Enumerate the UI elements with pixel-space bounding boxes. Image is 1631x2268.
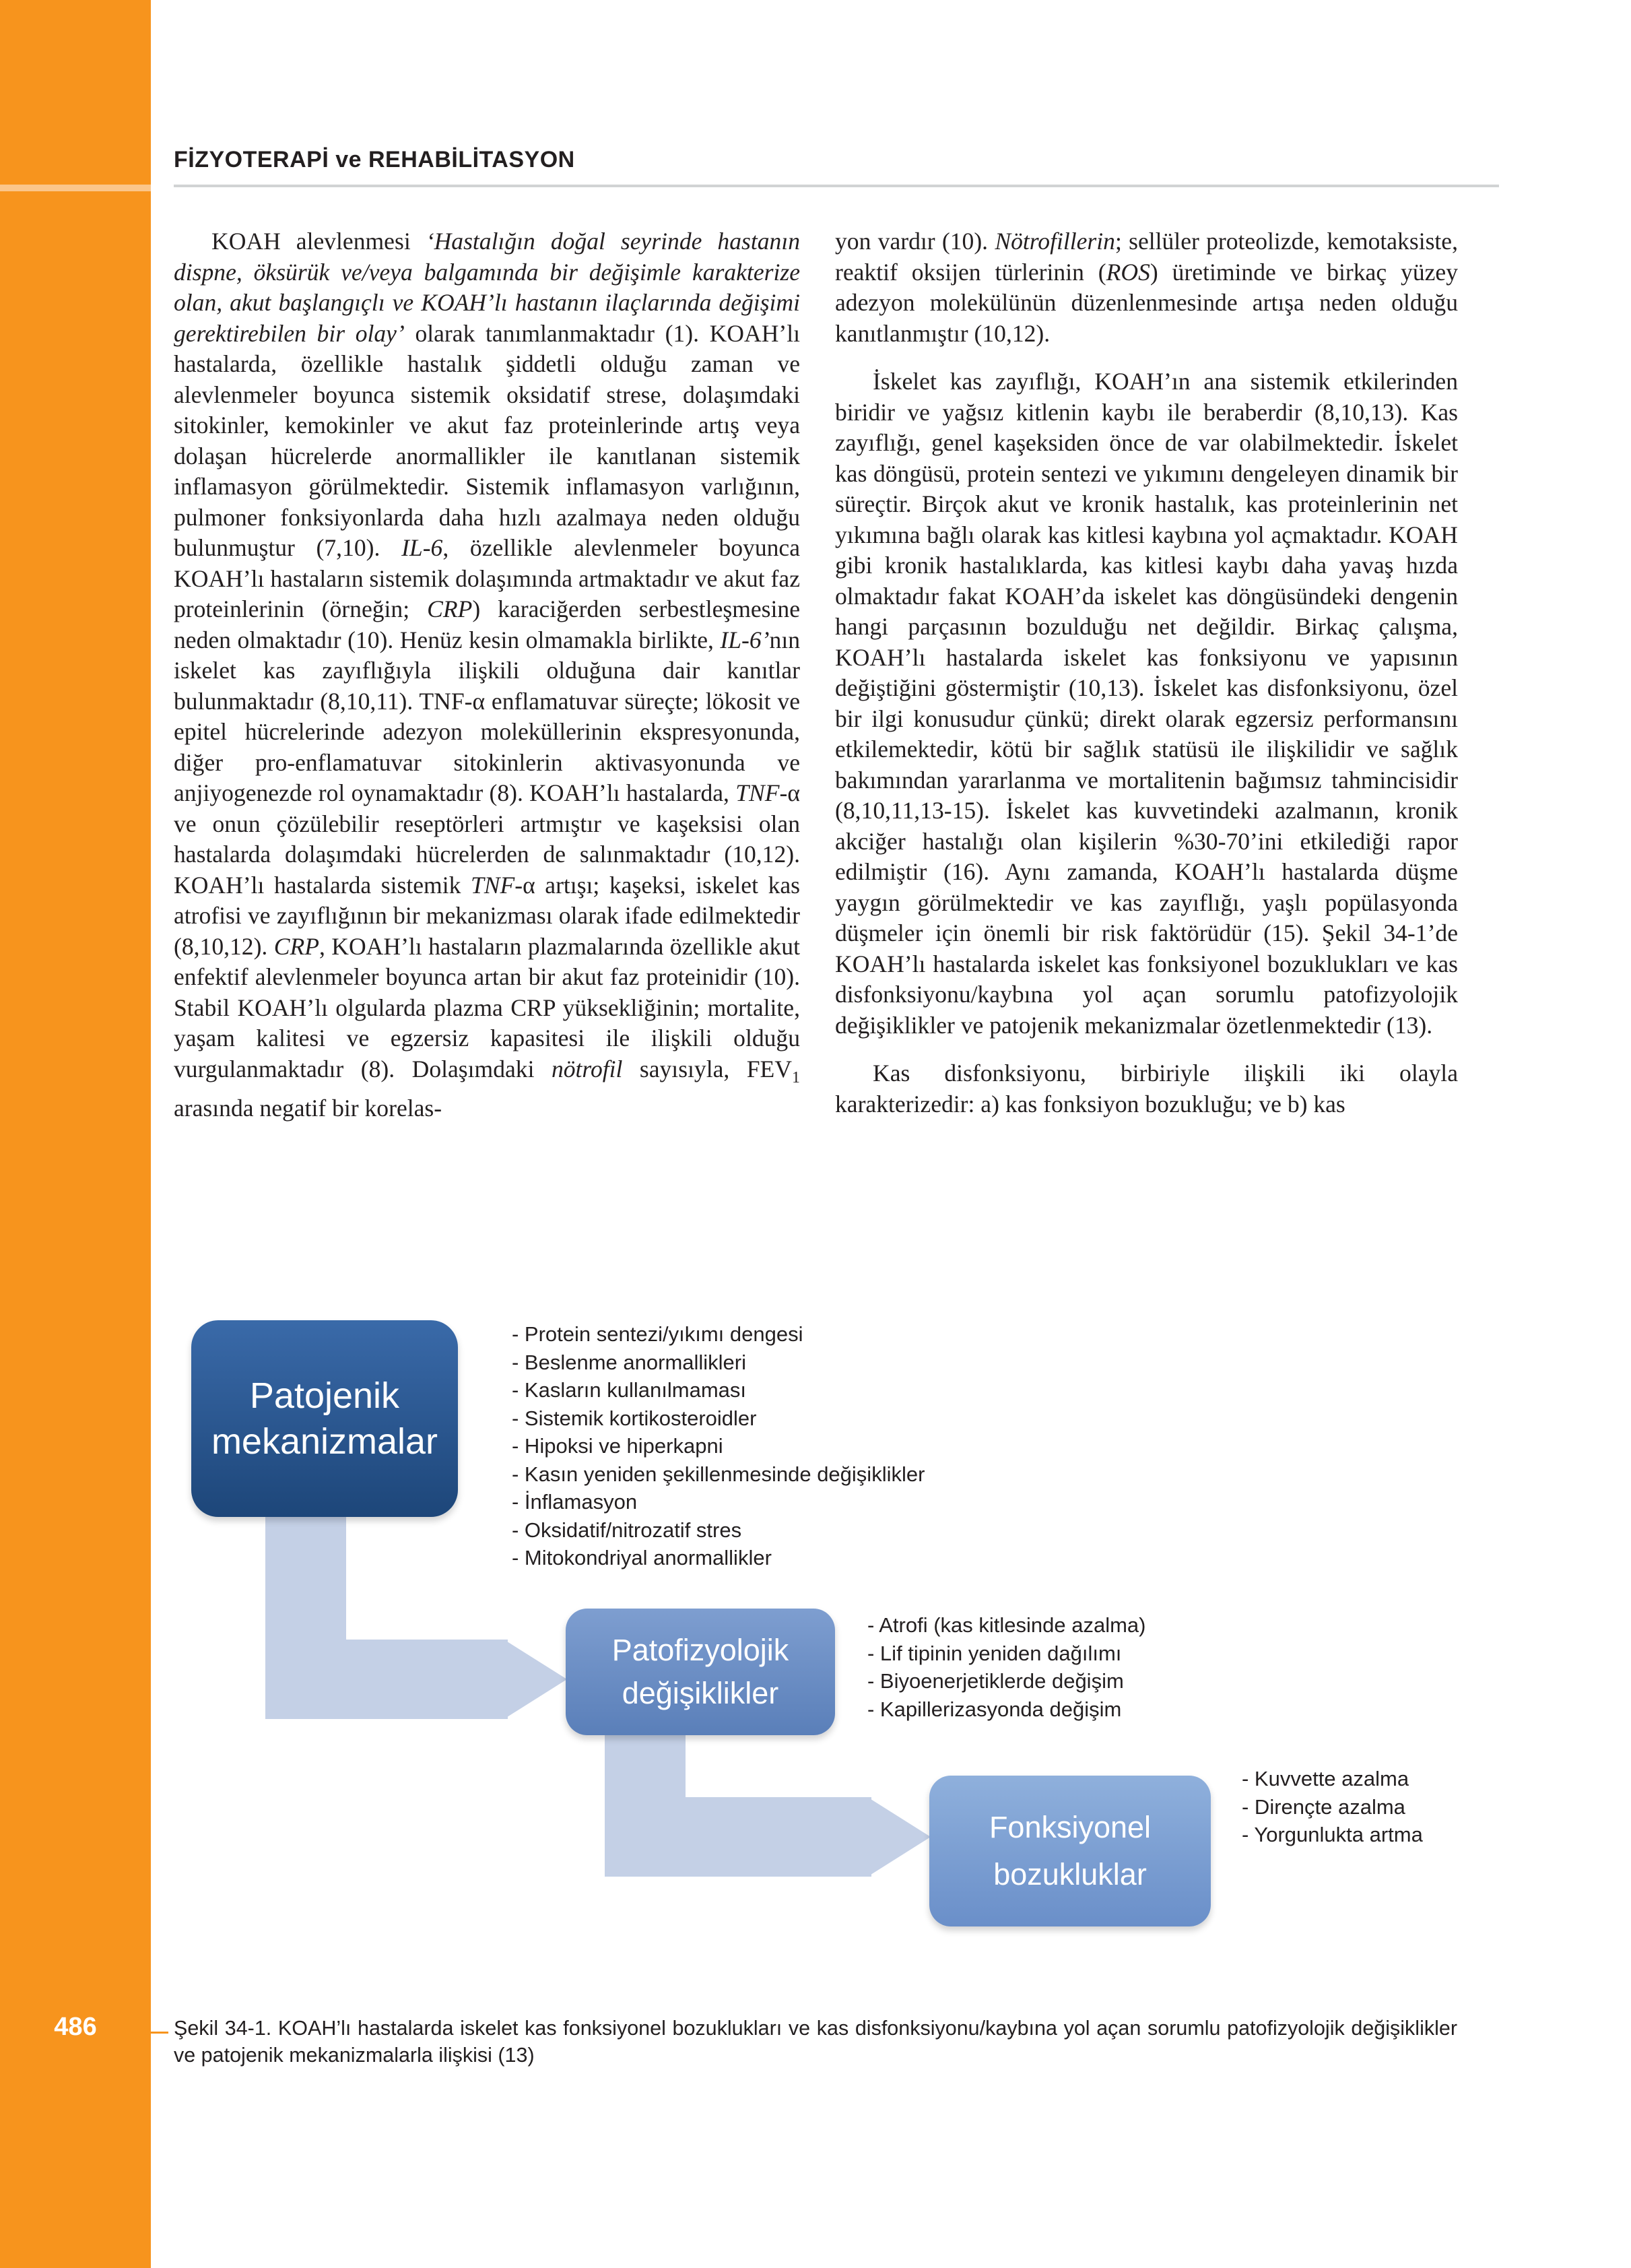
text-run: CRP bbox=[427, 595, 473, 622]
list-item: - Lif tipinin yeniden dağılımı bbox=[867, 1641, 1122, 1665]
arrow-head bbox=[869, 1798, 931, 1876]
list-item: - Atrofi (kas kitlesinde azalma) bbox=[867, 1613, 1146, 1637]
text-run: ; sellüler proteolizde, kemotaksiste, reaktif oksijen türlerinin ( bbox=[835, 228, 1458, 286]
text-run: TNF- bbox=[735, 779, 788, 806]
text-run: , KOAH’lı hastaların plazmalarında özellikle akut enfektif alevlenmeler boyunca artan bir akut faz proteinidir (10). Stabil KOAH’lı olgularda plazma CRP yüksekliğinin; mortalite, yaşam kalitesi ve egzersiz kapasitesi ile ilişkili olduğu vurgulanmaktadır (8). Dolaşımdaki bbox=[174, 932, 800, 1082]
paragraph bbox=[174, 226, 800, 1124]
list-item: - Protein sentezi/yıkımı dengesi bbox=[512, 1322, 803, 1346]
list-item: - Kapillerizasyonda değişim bbox=[867, 1697, 1122, 1721]
list-item: - Mitokondriyal anormallikler bbox=[512, 1546, 772, 1569]
list-item: - Beslenme anormallikleri bbox=[512, 1350, 747, 1374]
list-item: - Oksidatif/nitrozatif stres bbox=[512, 1518, 742, 1542]
text-run: arasında negatif bir korelas- bbox=[174, 1095, 442, 1122]
text-run: nötrofil bbox=[551, 1055, 623, 1082]
text-run: , özellikle alevlenmeler boyunca KOAH’lı hastaların sistemik dolaşımında artmaktadır ve akut faz proteinlerinin (örneğin; bbox=[174, 534, 801, 622]
paragraph bbox=[835, 226, 1458, 349]
paragraph bbox=[835, 366, 1458, 1041]
text-run: olarak tanımlanmaktadır (1). KOAH’lı hastalarda, özellikle hastalık şiddetli olduğu zaman ve alevlenmeler boyunca sistemik oksidatif strese, dolaşımdaki sitokinler, kemokinler ve akut faz proteinlerinde artış veya dolaşan hücrelerde anormallikler ile kanıtlanan sistemik inflamasyon görülmektedir. Sistemik inflamasyon varlığının, pulmoner fonksiyonlarda daha hızlı azalmaya neden olduğu bulunmuştur (7,10). bbox=[174, 319, 800, 561]
list-item: - Hipoksi ve hiperkapni bbox=[512, 1434, 723, 1458]
text-run: CRP bbox=[273, 932, 319, 960]
text-run: ‘Hastalığın doğal seyrinde hastanın dispne, öksürük ve/veya balgamında bir değişimle karakterize olan, akut başlangıçlı ve KOAH’lı hastanın ilaçlarında değişimi gerektirebilen bir olay’ bbox=[174, 228, 800, 347]
text-run: IL-6 bbox=[401, 534, 443, 561]
page-number: 486 bbox=[0, 2004, 151, 2050]
list-item: - Dirençte azalma bbox=[1242, 1794, 1405, 1819]
box-patojenik-mekanizmalar bbox=[191, 1320, 458, 1517]
list-item: - Kuvvette azalma bbox=[1242, 1767, 1409, 1790]
text-run: IL-6’ bbox=[720, 626, 770, 653]
box-label: Patofizyolojik değişiklikler bbox=[611, 1633, 789, 1710]
text-run: yon vardır (10). bbox=[835, 228, 995, 255]
list-item: - Yorgunlukta artma bbox=[1242, 1823, 1423, 1846]
box-fonksiyonel-bozukluklar bbox=[929, 1776, 1211, 1926]
list-item: - Biyoenerjetiklerde değişim bbox=[867, 1669, 1124, 1693]
running-header: FİZYOTERAPİ ve REHABİLİTASYON bbox=[174, 147, 575, 172]
box-patofizyolojik-degisiklikler bbox=[566, 1609, 835, 1735]
list-item: - Sistemik kortikosteroidler bbox=[512, 1406, 757, 1430]
list-item: - Kasların kullanılmaması bbox=[512, 1378, 747, 1402]
page-number-rule bbox=[151, 2032, 168, 2034]
text-run: α artışı; kaşeksi, iskelet kas atrofisi ve zayıflığının bir mekanizması olarak ifade edilmektedir (8,10,12). bbox=[174, 871, 800, 960]
text-run: sayısıyla, FEV bbox=[622, 1055, 792, 1082]
box-label: Patojenik mekanizmalar bbox=[211, 1375, 438, 1462]
text-run: KOAH alevlenmesi bbox=[211, 228, 426, 255]
list-patofizyolojik bbox=[867, 1611, 1145, 1723]
arrow-head bbox=[505, 1640, 567, 1718]
text-run: TNF- bbox=[470, 871, 523, 899]
list-item: - Kasın yeniden şekillenmesinde değişiklikler bbox=[512, 1462, 925, 1486]
arrow-connector bbox=[265, 1640, 508, 1719]
header-rule bbox=[174, 185, 1499, 187]
text-run: Nötrofillerin bbox=[995, 228, 1115, 255]
right-column bbox=[835, 226, 1458, 1120]
orange-sidebar bbox=[0, 0, 151, 2268]
text-run: Kas disfonksiyonu, birbiriyle ilişkili iki olayla karakterizedir: a) kas fonksiyon bozukluğu; ve b) kas bbox=[835, 1060, 1458, 1117]
list-patojenik bbox=[512, 1320, 925, 1572]
text-run: ROS bbox=[1106, 258, 1150, 286]
text-run: ) karaciğerden serbestleşmesine neden olmaktadır (10). Henüz kesin olmamakla birlikte, bbox=[174, 595, 800, 653]
text-run: 1 bbox=[792, 1068, 800, 1087]
list-fonksiyonel bbox=[1242, 1765, 1423, 1849]
text-run: İskelet kas zayıflığı, KOAH’ın ana sistemik etkilerinden biridir ve yağsız kitlenin kaybı ile beraberdir (8,10,13). Kas zayıflığı, genel kaşeksiden önce de var olabilmektedir. İskelet kas döngüsü, protein sentezi ve yıkımını dengeleyen dinamik bir süreçtir. Birçok akut ve kronik hastalık, kas proteinlerinin net yıkımına bağlı olarak kas kitlesi kaybına yol açmaktadır. KOAH gibi kronik hastalıklarda, kas kitlesi kaybı daha yavaş hızda olmaktadır fakat KOAH’da iskelet kas döngüsündeki dengenin hangi parçasının bozulduğu net değildir. Birkaç çalışma, KOAH’lı hastalarda iskelet kas fonksiyonu ve yapısının değiştiğini göstermiştir (10,13). İskelet kas disfonksiyonu, özel bir ilgi konusudur çünkü; direkt olarak egzersiz performansını etkilemektedir, kötü bir sağlık statüsü ile ilişkilidir ve sağlık bakımından yararlanma ve mortalitenin bağımsız tahmincisidir (8,10,11,13-15). İskelet kas kuvvetindeki azalmanın, kronik akciğer hastalığı olan kişilerin %30-70’ini etkilediği rapor edilmiştir (16). Aynı zamanda, KOAH’lı hastalarda düşme yaygın görülmektedir ve kas zayıflığı, yaşlı popülasyonda düşmeler için önemli bir risk faktörüdür (15). Şekil 34-1’de KOAH’lı hastalarda iskelet kas fonksiyonel bozuklukları ve kas disfonksiyonu/kaybına yol açan sorumlu patofizyolojik değişiklikler ve patojenik mekanizmalar özetlenmektedir (13). bbox=[835, 368, 1458, 1039]
text-run: nın iskelet kas zayıflığıyla ilişkili olduğuna dair kanıtlar bulunmaktadır (8,10,11). TNF-α enflamatuvar süreçte; lökosit ve epitel hücrelerinde adezyon moleküllerinin ekspresyonunda, diğer pro-enflamatuvar sitokinlerin aktivasyonunda ve anjiyogenezde rol oynamaktadır (8). KOAH’lı hastalarda, bbox=[174, 626, 800, 806]
text-run: ) üretiminde ve birkaç yüzey adezyon molekülünün düzenlenmesinde artışa neden olduğu kanıtlanmıştır (10,12). bbox=[835, 258, 1458, 347]
paragraph bbox=[835, 1058, 1458, 1120]
text-run: α ve onun çözülebilir reseptörleri artmıştır ve kaşeksisi olan hastalarda dolaşımdaki hücrelerden de salınmaktadır (10,12). KOAH’lı hastalarda sistemik bbox=[174, 779, 800, 899]
box-label: Fonksiyonel bozukluklar bbox=[989, 1810, 1152, 1891]
left-column bbox=[174, 226, 800, 1124]
figure-diagram bbox=[174, 1320, 1499, 1967]
list-item: - İnflamasyon bbox=[512, 1490, 638, 1514]
sidebar-divider bbox=[0, 185, 151, 191]
arrow-connector bbox=[605, 1797, 871, 1877]
figure-caption: Şekil 34-1. KOAH’lı hastalarda iskelet kas fonksiyonel bozuklukları ve kas disfonksiyonu/kaybına yol açan sorumlu patofizyolojik değişiklikler ve patojenik mekanizmalarla ilişkisi (13) bbox=[174, 2017, 1457, 2067]
